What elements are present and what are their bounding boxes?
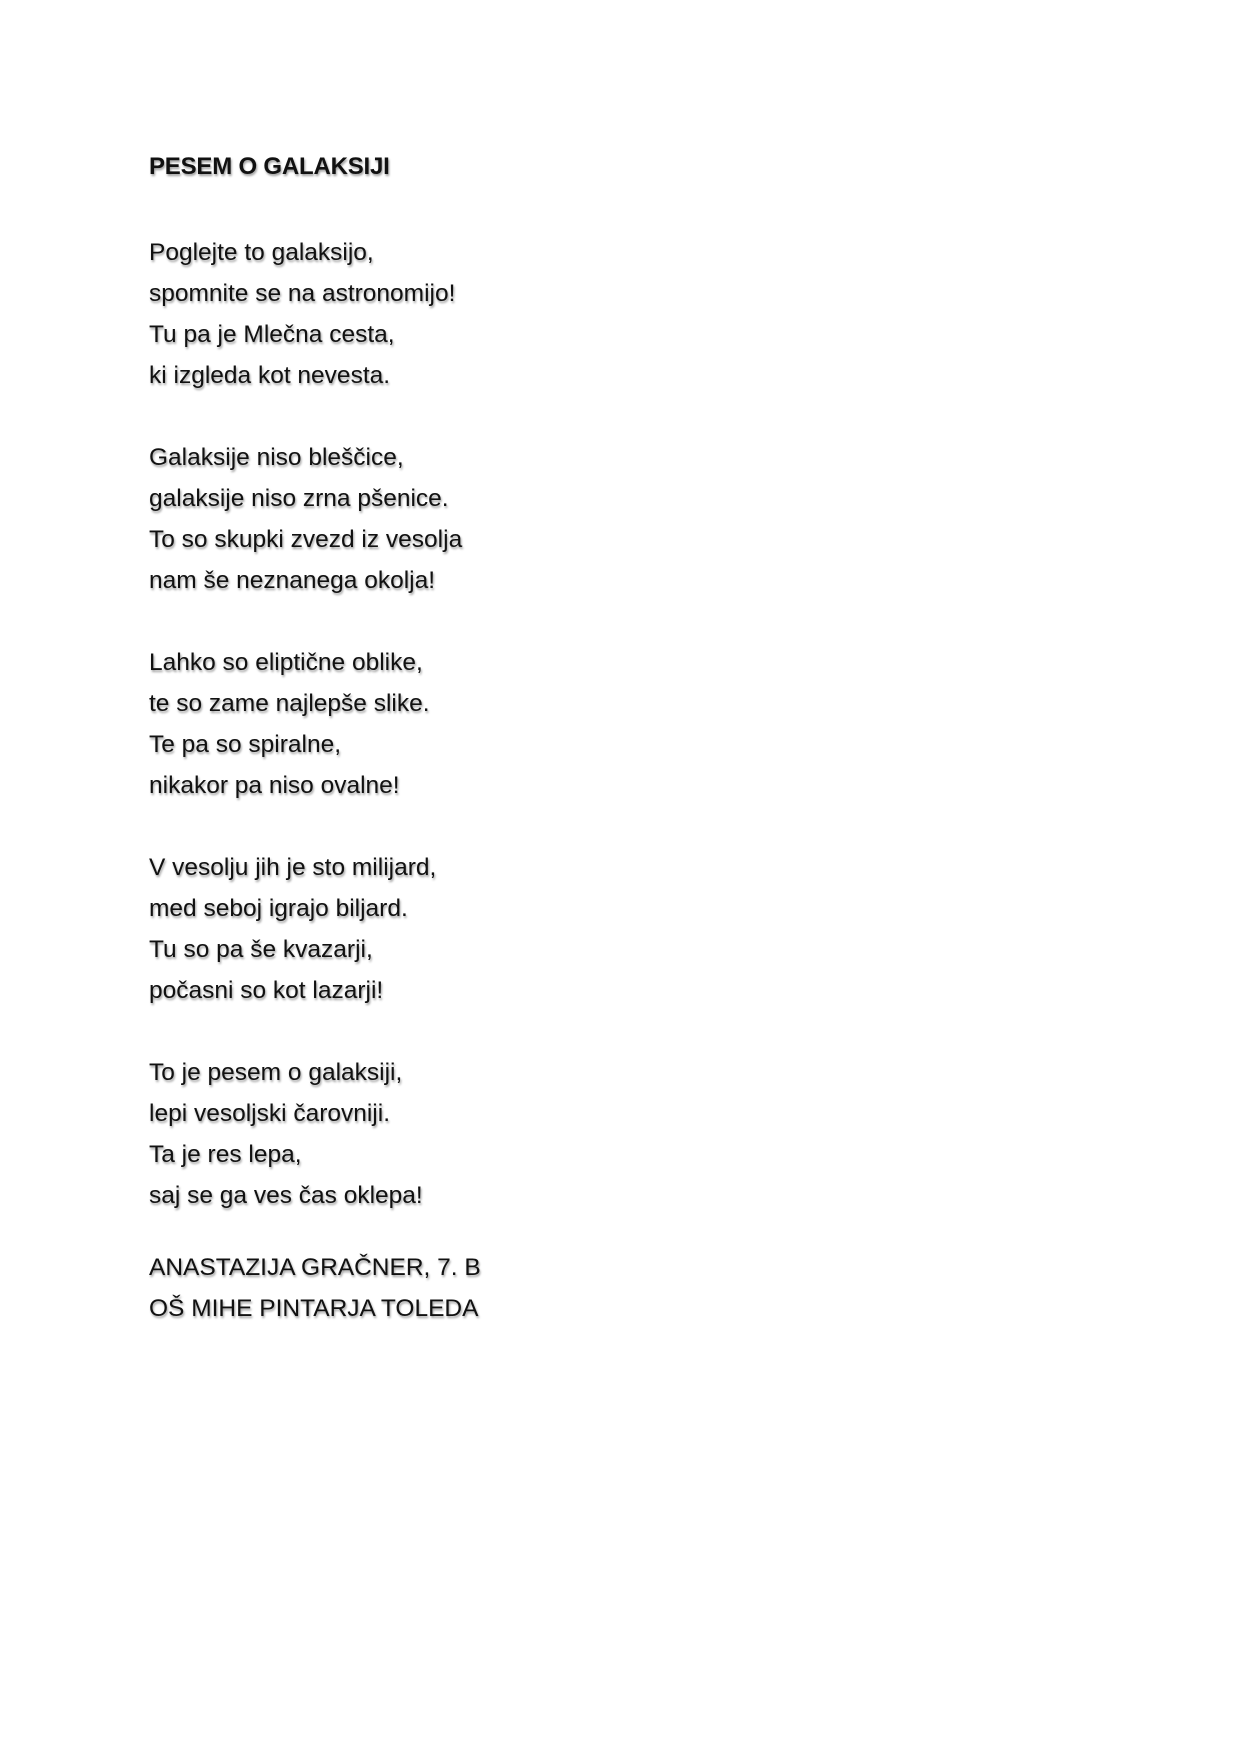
poem-line: Lahko so eliptične oblike, xyxy=(149,649,423,676)
poem-line: Tu so pa še kvazarji, xyxy=(149,936,373,963)
poem-line: med seboj igrajo biljard. xyxy=(149,895,408,922)
author-name: ANASTAZIJA GRAČNER, 7. B xyxy=(149,1254,481,1281)
poem-content xyxy=(149,150,1049,1329)
poem-line: ki izgleda kot nevesta. xyxy=(149,362,391,389)
poem-line: lepi vesoljski čarovniji. xyxy=(149,1100,391,1127)
poem-line: nikakor pa niso ovalne! xyxy=(149,772,400,799)
poem-line: To so skupki zvezd iz vesolja xyxy=(149,526,463,553)
poem-line: saj se ga ves čas oklepa! xyxy=(149,1182,423,1209)
stanza xyxy=(149,642,1049,806)
poem-line: Poglejte to galaksijo, xyxy=(149,239,374,266)
poem-line: To je pesem o galaksiji, xyxy=(149,1059,403,1086)
stanza xyxy=(149,437,1049,601)
poem-line: Galaksije niso bleščice, xyxy=(149,444,404,471)
poem-line: nam še neznanega okolja! xyxy=(149,567,436,594)
poem-line: Te pa so spiralne, xyxy=(149,731,342,758)
stanza xyxy=(149,1052,1049,1216)
poem-line: te so zame najlepše slike. xyxy=(149,690,430,717)
poem-line: Tu pa je Mlečna cesta, xyxy=(149,321,395,348)
stanza xyxy=(149,232,1049,396)
poem-title: PESEM O GALAKSIJI xyxy=(149,153,390,180)
poem-line: počasni so kot lazarji! xyxy=(149,977,384,1004)
poem-line: spomnite se na astronomijo! xyxy=(149,280,456,307)
stanza xyxy=(149,847,1049,1011)
author-signature xyxy=(149,1247,1049,1329)
school-name: OŠ MIHE PINTARJA TOLEDA xyxy=(149,1295,479,1322)
poem-line: galaksije niso zrna pšenice. xyxy=(149,485,449,512)
poem-stanzas xyxy=(149,232,1049,1216)
poem-line: V vesolju jih je sto milijard, xyxy=(149,854,437,881)
poem-line: Ta je res lepa, xyxy=(149,1141,302,1168)
